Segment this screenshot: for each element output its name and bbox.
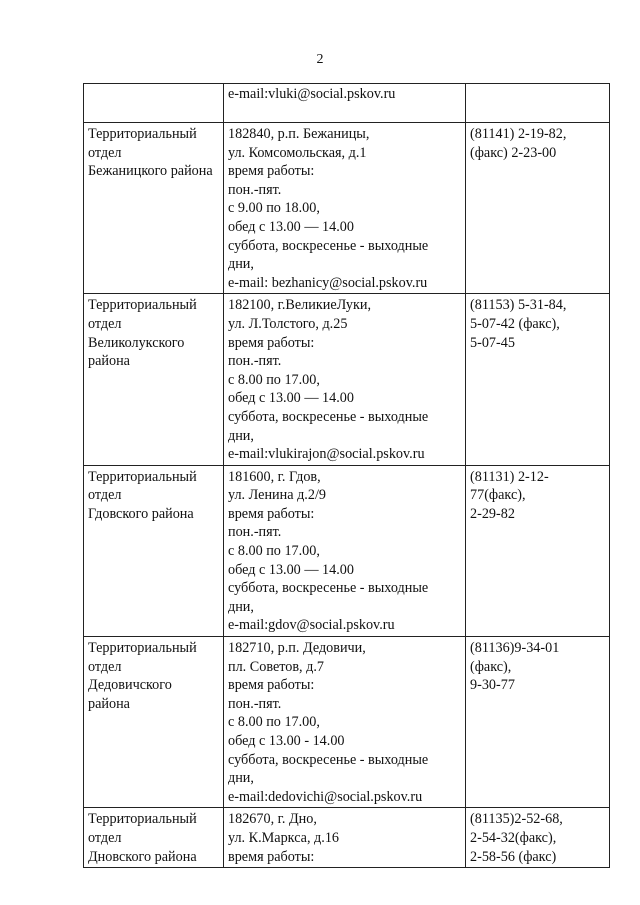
office-name-cell [84,123,224,294]
office-address-line: e-mail:vlukirajon@social.pskov.ru [228,446,425,463]
office-address-line: с 8.00 по 17.00, [228,371,320,388]
office-address-line: время работы: [228,677,315,694]
office-address-line: 182100, г.ВеликиеЛуки, [228,297,372,314]
office-phone-line: (81131) 2-12- [470,468,549,485]
office-phone-line: (81136)9-34-01 [470,640,560,657]
office-address-line: ул. Ленина д.2/9 [228,487,326,504]
office-address-cell [224,808,466,868]
office-address-line: с 8.00 по 17.00, [228,543,320,560]
office-name-line: Дновского района [88,848,197,865]
office-name-line: Дедовичского [88,677,172,694]
office-address-line: суббота, воскресенье - выходные [228,237,429,254]
office-name-cell [84,808,224,868]
office-address-line: 182710, р.п. Дедовичи, [228,640,366,657]
table-row [84,808,610,868]
office-address-line: суббота, воскресенье - выходные [228,751,429,768]
office-phone-cell [466,637,610,808]
office-address-cell [224,465,466,636]
table-row [84,84,610,123]
office-phone-line: (81153) 5-31-84, [470,297,567,314]
office-name-line: отдел [88,658,122,675]
office-name-line: Территориальный [88,297,197,314]
office-name-line: Территориальный [88,640,197,657]
office-address-line: время работы: [228,334,315,351]
office-address-line: пон.-пят. [228,181,282,198]
office-address-line: дни, [228,598,254,615]
office-address-line: e-mail: bezhanicy@social.pskov.ru [228,274,428,291]
office-name-line: Гдовского района [88,505,194,522]
office-name-line: отдел [88,829,122,846]
office-phone-line: 5-07-45 [470,334,515,351]
office-address-line: 181600, г. Гдов, [228,468,321,485]
office-name-line: отдел [88,144,122,161]
office-address-cell [224,294,466,465]
office-address-cell [224,84,466,123]
office-phone-cell [466,123,610,294]
office-name-line: района [88,695,130,712]
office-name-cell [84,84,224,123]
office-name-cell [84,637,224,808]
office-address-line: e-mail:vluki@social.pskov.ru [228,86,396,102]
office-address-line: ул. К.Маркса, д.16 [228,829,340,846]
office-address-line: пон.-пят. [228,353,282,370]
office-address-line: ул. Комсомольская, д.1 [228,144,367,161]
office-phone-cell [466,84,610,123]
office-address-line: обед с 13.00 - 14.00 [228,733,345,749]
office-name-line: Территориальный [88,126,197,142]
office-phone-line: (факс), [470,658,512,675]
office-name-line: Территориальный [88,811,197,828]
office-phone-line: 2-54-32(факс), [470,829,557,846]
office-phone-line: 2-29-82 [470,505,515,522]
table-row [84,294,610,465]
office-phone-line: (81141) 2-19-82, [470,126,567,142]
office-address-line: пл. Советов, д.7 [228,658,324,675]
office-address-line: суббота, воскресенье - выходные [228,580,429,597]
office-name-cell [84,294,224,465]
table-row [84,465,610,636]
office-name-line: Бежаницкого района [88,163,213,180]
office-address-line: e-mail:gdov@social.pskov.ru [228,617,395,634]
page-number: 2 [316,52,324,67]
office-name-line: отдел [88,487,122,504]
office-address-line: e-mail:dedovichi@social.pskov.ru [228,788,423,805]
office-address-line: время работы: [228,848,315,865]
office-name-cell [84,465,224,636]
office-address-line: пон.-пят. [228,524,282,541]
office-address-line: обед с 13.00 — 14.00 [228,390,354,407]
office-address-line: дни, [228,427,254,444]
table-row [84,637,610,808]
office-phone-line: (факс) 2-23-00 [470,144,557,161]
office-address-line: дни, [228,770,254,787]
office-address-line: время работы: [228,505,315,522]
office-address-line: 182670, г. Дно, [228,811,317,828]
office-address-line: обед с 13.00 — 14.00 [228,561,354,578]
office-phone-cell [466,808,610,868]
office-address-line: с 8.00 по 17.00, [228,714,320,731]
office-name-line: отдел [88,315,122,332]
office-address-cell [224,123,466,294]
office-address-line: 182840, р.п. Бежаницы, [228,126,370,142]
office-phone-line: 9-30-77 [470,677,515,694]
office-phone-line: (81135)2-52-68, [470,811,563,828]
office-address-cell [224,637,466,808]
office-name-line: района [88,353,130,370]
office-address-line: ул. Л.Толстого, д.25 [228,315,348,332]
office-address-line: время работы: [228,163,315,180]
office-name-line: Территориальный [88,468,197,485]
office-address-line: суббота, воскресенье - выходные [228,408,429,425]
office-phone-line: 77(факс), [470,487,526,504]
office-address-line: с 9.00 по 18.00, [228,200,320,217]
office-address-line: пон.-пят. [228,695,282,712]
office-phone-cell [466,294,610,465]
office-address-line: обед с 13.00 — 14.00 [228,218,354,235]
office-phone-cell [466,465,610,636]
office-phone-line: 2-58-56 (факс) [470,848,557,865]
offices-table [83,83,610,868]
office-address-line: дни, [228,256,254,273]
table-row [84,123,610,294]
office-name-line: Великолукского [88,334,185,351]
office-phone-line: 5-07-42 (факс), [470,315,560,332]
